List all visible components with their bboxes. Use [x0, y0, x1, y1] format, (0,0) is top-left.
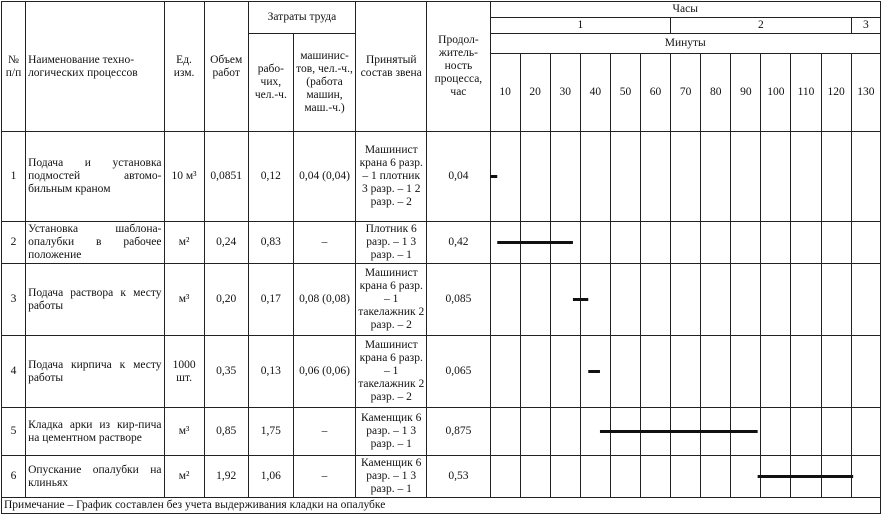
gantt-cell: [580, 408, 610, 456]
labor-workers: 0,83: [248, 222, 293, 264]
gantt-cell: [641, 264, 671, 336]
gantt-cell: [821, 264, 851, 336]
unit: м²: [164, 222, 204, 264]
unit: м³: [164, 264, 204, 336]
labor-workers: 0,12: [248, 132, 293, 222]
gantt-cell: [701, 222, 731, 264]
gantt-cell: [610, 264, 640, 336]
hour-label-3: 3: [851, 18, 880, 34]
gantt-cell: [641, 222, 671, 264]
gantt-cell: [731, 222, 761, 264]
process-name: Опускание опалубки на клиньях: [26, 456, 164, 498]
header-hours: Часы: [490, 2, 880, 18]
volume: 1,92: [204, 456, 248, 498]
header-labor: Затраты труда: [248, 2, 355, 34]
gantt-cell: [490, 132, 520, 222]
gantt-cell: [490, 408, 520, 456]
gantt-cell: [671, 132, 701, 222]
header-unit: Ед. изм.: [164, 2, 204, 132]
gantt-cell: [610, 456, 640, 498]
hour-label-2: 2: [671, 18, 852, 34]
minute-label: 100: [761, 54, 791, 132]
header-crew: Принятый состав звена: [356, 2, 427, 132]
unit: 10 м³: [164, 132, 204, 222]
labor-machinists: –: [293, 222, 355, 264]
gantt-cell: [671, 264, 701, 336]
minute-label: 90: [731, 54, 761, 132]
gantt-cell: [490, 456, 520, 498]
crew: Каменщик 6 разр. – 1 3 разр. – 1: [356, 456, 427, 498]
gantt-cell: [580, 336, 610, 408]
labor-machinists: –: [293, 408, 355, 456]
gantt-cell: [851, 264, 880, 336]
header-labor-machinists: машинис-тов, чел.-ч., (работа машин, маш.-ч.): [293, 34, 355, 132]
gantt-cell: [701, 408, 731, 456]
gantt-cell: [550, 222, 580, 264]
gantt-cell: [671, 222, 701, 264]
gantt-cell: [851, 336, 880, 408]
process-name: Установка шаблона-опалубки в рабочее положение: [26, 222, 164, 264]
gantt-cell: [580, 222, 610, 264]
crew: Машинист крана 6 разр. – 1 такелажник 2 разр. – 2: [356, 336, 427, 408]
header-labor-workers: рабо-чих, чел.-ч.: [248, 34, 293, 132]
table-row: [2, 264, 881, 336]
gantt-cell: [821, 336, 851, 408]
gantt-cell: [791, 456, 821, 498]
gantt-cell: [761, 132, 791, 222]
gantt-cell: [731, 264, 761, 336]
gantt-cell: [821, 132, 851, 222]
gantt-cell: [520, 456, 550, 498]
minute-label: 120: [821, 54, 851, 132]
table-row: [2, 408, 881, 456]
crew: Машинист крана 6 разр. – 1 плотник 3 разр. – 1 2 разр. – 2: [356, 132, 427, 222]
unit: м³: [164, 408, 204, 456]
row-num: 4: [2, 336, 26, 408]
table-row: [2, 456, 881, 498]
gantt-cell: [671, 408, 701, 456]
gantt-cell: [550, 132, 580, 222]
row-num: 3: [2, 264, 26, 336]
header-num: № п/п: [2, 2, 26, 132]
process-name: Подача и установка подмостей автомо-бильным краном: [26, 132, 164, 222]
gantt-cell: [671, 336, 701, 408]
volume: 0,0851: [204, 132, 248, 222]
gantt-cell: [701, 456, 731, 498]
labor-machinists: –: [293, 456, 355, 498]
crew: Каменщик 6 разр. – 1 3 разр. – 1: [356, 408, 427, 456]
unit: м²: [164, 456, 204, 498]
minute-label: 40: [580, 54, 610, 132]
gantt-cell: [761, 264, 791, 336]
gantt-cell: [550, 336, 580, 408]
gantt-cell: [580, 264, 610, 336]
gantt-cell: [791, 132, 821, 222]
duration: 0,53: [427, 456, 490, 498]
gantt-cell: [610, 408, 640, 456]
minute-label: 30: [550, 54, 580, 132]
labor-workers: 1,06: [248, 456, 293, 498]
gantt-cell: [761, 336, 791, 408]
duration: 0,42: [427, 222, 490, 264]
minute-label: 110: [791, 54, 821, 132]
gantt-cell: [821, 222, 851, 264]
unit: 1000 шт.: [164, 336, 204, 408]
gantt-cell: [520, 222, 550, 264]
gantt-cell: [610, 222, 640, 264]
gantt-cell: [821, 408, 851, 456]
duration: 0,875: [427, 408, 490, 456]
row-num: 6: [2, 456, 26, 498]
table-row: [2, 336, 881, 408]
gantt-cell: [641, 456, 671, 498]
table-row: [2, 132, 881, 222]
minute-label: 10: [490, 54, 520, 132]
gantt-cell: [731, 456, 761, 498]
header-volume: Объем работ: [204, 2, 248, 132]
gantt-cell: [641, 336, 671, 408]
gantt-cell: [671, 456, 701, 498]
duration: 0,04: [427, 132, 490, 222]
volume: 0,85: [204, 408, 248, 456]
row-num: 1: [2, 132, 26, 222]
gantt-cell: [580, 456, 610, 498]
gantt-cell: [761, 408, 791, 456]
minute-label: 20: [520, 54, 550, 132]
gantt-cell: [791, 408, 821, 456]
gantt-cell: [490, 264, 520, 336]
gantt-cell: [761, 456, 791, 498]
gantt-cell: [490, 222, 520, 264]
minute-label: 70: [671, 54, 701, 132]
process-name: Подача кирпича к месту работы: [26, 336, 164, 408]
labor-machinists: 0,08 (0,08): [293, 264, 355, 336]
volume: 0,35: [204, 336, 248, 408]
gantt-cell: [731, 336, 761, 408]
gantt-cell: [520, 264, 550, 336]
gantt-cell: [731, 408, 761, 456]
gantt-cell: [731, 132, 761, 222]
gantt-cell: [580, 132, 610, 222]
gantt-cell: [851, 456, 880, 498]
gantt-cell: [490, 336, 520, 408]
header-duration: Продол-житель-ность процесса, час: [427, 2, 490, 132]
labor-workers: 0,13: [248, 336, 293, 408]
row-num: 2: [2, 222, 26, 264]
gantt-cell: [641, 408, 671, 456]
gantt-cell: [851, 222, 880, 264]
process-schedule-table: [1, 1, 881, 514]
header-process-name: Наименование техно-логических процессов: [26, 2, 164, 132]
gantt-cell: [520, 132, 550, 222]
gantt-cell: [701, 336, 731, 408]
gantt-cell: [550, 264, 580, 336]
duration: 0,065: [427, 336, 490, 408]
gantt-cell: [791, 264, 821, 336]
gantt-cell: [761, 222, 791, 264]
gantt-cell: [791, 222, 821, 264]
process-name: Кладка арки из кир-пича на цементном растворе: [26, 408, 164, 456]
labor-workers: 1,75: [248, 408, 293, 456]
crew: Плотник 6 разр. – 1 3 разр. – 1: [356, 222, 427, 264]
minute-label: 80: [701, 54, 731, 132]
gantt-cell: [610, 336, 640, 408]
row-num: 5: [2, 408, 26, 456]
gantt-cell: [851, 132, 880, 222]
minute-label: 60: [641, 54, 671, 132]
labor-workers: 0,17: [248, 264, 293, 336]
gantt-cell: [550, 456, 580, 498]
hour-label-1: 1: [490, 18, 671, 34]
gantt-cell: [550, 408, 580, 456]
duration: 0,085: [427, 264, 490, 336]
gantt-cell: [701, 132, 731, 222]
gantt-cell: [851, 408, 880, 456]
schedule-sheet: [1, 1, 881, 520]
table-note: Примечание – График составлен без учета выдерживания кладки на опалубке: [2, 498, 881, 514]
header-minutes: Минуты: [490, 34, 880, 54]
crew: Машинист крана 6 разр. – 1 такелажник 2 разр. – 2: [356, 264, 427, 336]
gantt-cell: [520, 408, 550, 456]
gantt-cell: [610, 132, 640, 222]
labor-machinists: 0,06 (0,06): [293, 336, 355, 408]
gantt-cell: [641, 132, 671, 222]
minute-label: 50: [610, 54, 640, 132]
volume: 0,20: [204, 264, 248, 336]
gantt-cell: [791, 336, 821, 408]
gantt-cell: [520, 336, 550, 408]
process-name: Подача раствора к месту работы: [26, 264, 164, 336]
gantt-cell: [821, 456, 851, 498]
gantt-cell: [701, 264, 731, 336]
volume: 0,24: [204, 222, 248, 264]
minute-label: 130: [851, 54, 880, 132]
labor-machinists: 0,04 (0,04): [293, 132, 355, 222]
table-row: [2, 222, 881, 264]
